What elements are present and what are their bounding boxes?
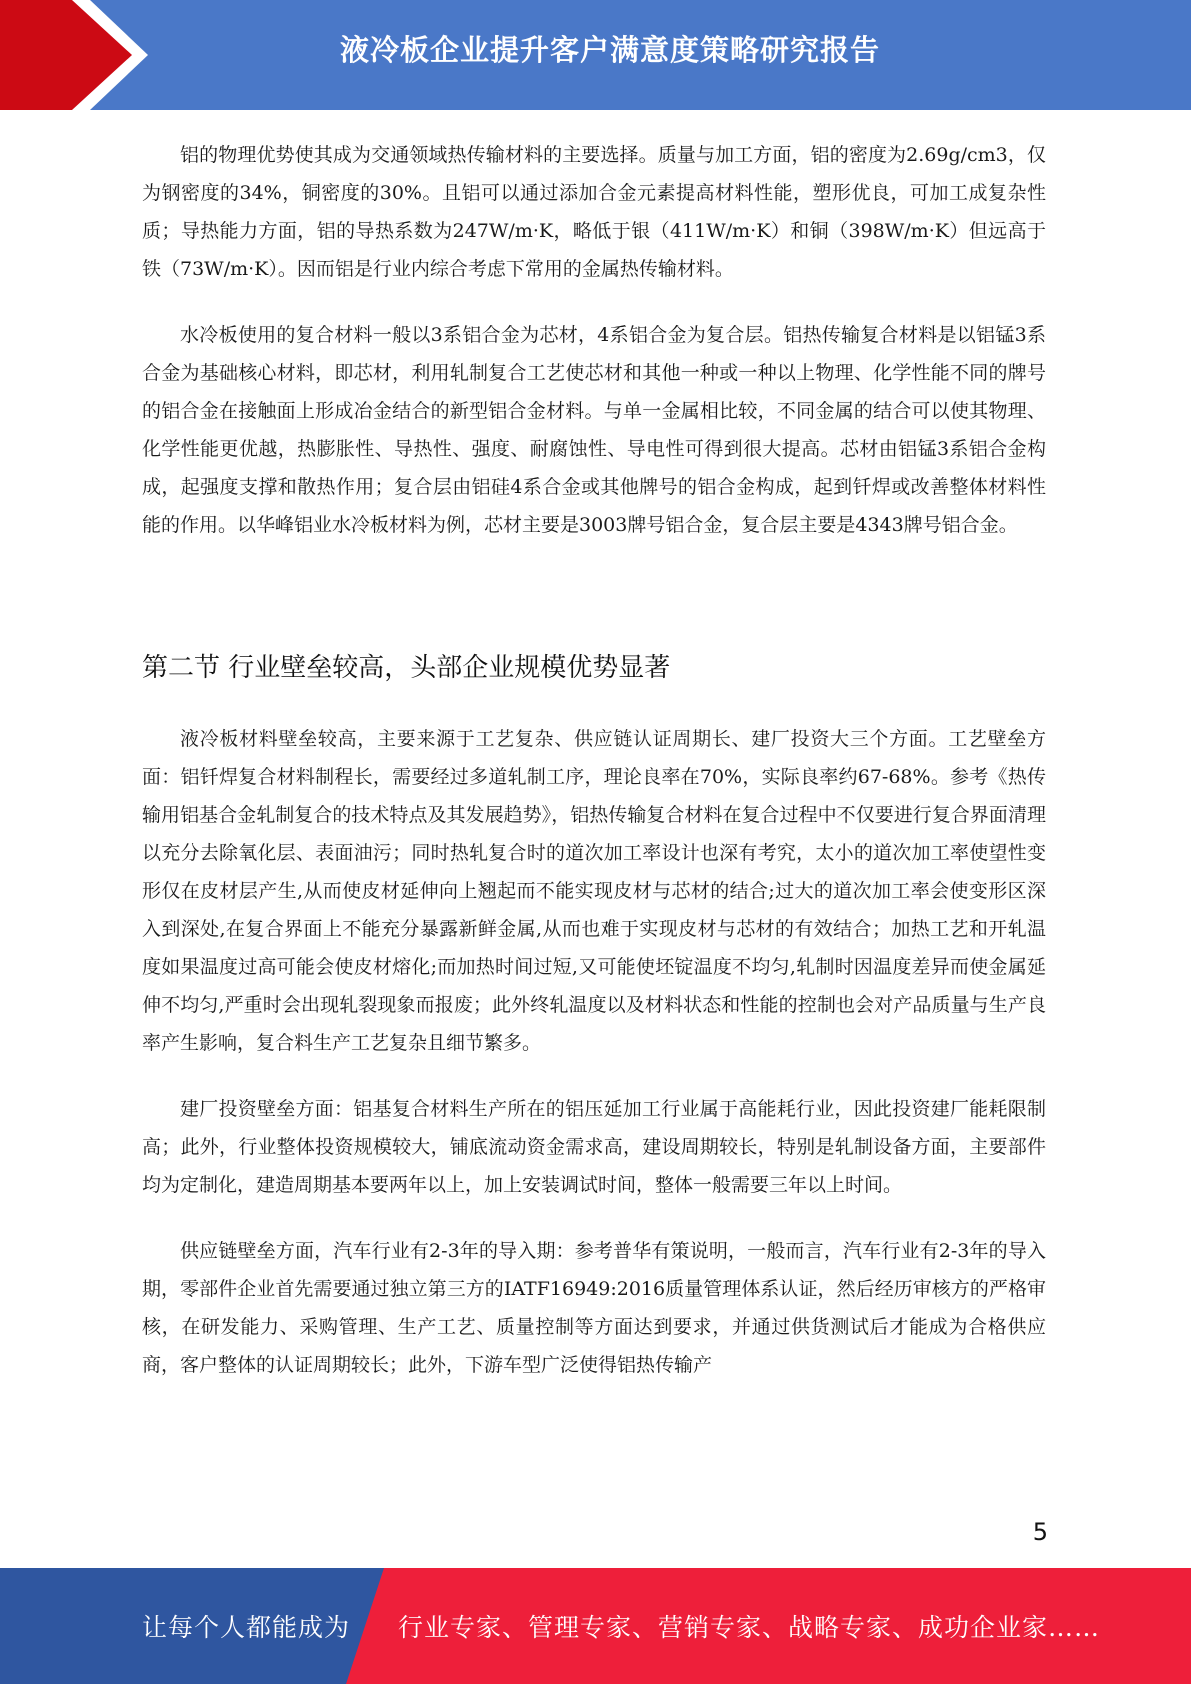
footer-slogan-left: 让每个人都能成为	[142, 1613, 351, 1642]
footer-slogan-right: 行业专家、管理专家、营销专家、战略专家、成功企业家……	[398, 1613, 1101, 1642]
paragraph-supply-chain-barrier: 供应链壁垒方面，汽车行业有2-3年的导入期：参考普华有策说明，一般而言，汽车行业有2-3年的导入期，零部件企业首先需要通过独立第三方的IATF16949:2016质量管理体系认证，然后经历审核方的严格审核，在研发能力、采购管理、生产工艺、质量控制等方面达到要求，并通过供货测试后才能成为合格供应商，客户整体的认证周期较长；此外，下游车型广泛使得铝热传输产	[142, 1240, 1046, 1376]
section-title: 第二节 行业壁垒较高，头部企业规模优势显著	[142, 653, 671, 683]
page-content	[142, 136, 1046, 1384]
footer-banner	[0, 1568, 1191, 1684]
paragraph-process-barrier: 液冷板材料壁垒较高，主要来源于工艺复杂、供应链认证周期长、建厂投资大三个方面。工艺壁垒方面：铝钎焊复合材料制程长，需要经过多道轧制工序，理论良率在70%，实际良率约67-68%。参考《热传输用铝基合金轧制复合的技术特点及其发展趋势》，铝热传输复合材料在复合过程中不仅要进行复合界面清理以充分去除氧化层、表面油污；同时热轧复合时的道次加工率设计也深有考究，太小的道次加工率使望性变形仅在皮材层产生,从而使皮材延伸向上翘起而不能实现皮材与芯材的结合;过大的道次加工率会使变形区深入到深处,在复合界面上不能充分暴露新鲜金属,从而也难于实现皮材与芯材的有效结合；加热工艺和开轧温度如果温度过高可能会使皮材熔化;而加热时间过短,又可能使坯锭温度不均匀,轧制时因温度差异而使金属延伸不均匀,严重时会出现轧裂现象而报废；此外终轧温度以及材料状态和性能的控制也会对产品质量与生产良率产生影响，复合料生产工艺复杂且细节繁多。	[142, 728, 1046, 1054]
paragraph-investment-barrier: 建厂投资壁垒方面：铝基复合材料生产所在的铝压延加工行业属于高能耗行业，因此投资建厂能耗限制高；此外，行业整体投资规模较大，铺底流动资金需求高，建设周期较长，特别是轧制设备方面，主要部件均为定制化，建造周期基本要两年以上，加上安装调试时间，整体一般需要三年以上时间。	[142, 1098, 1046, 1196]
paragraph-composite-material: 水冷板使用的复合材料一般以3系铝合金为芯材，4系铝合金为复合层。铝热传输复合材料是以铝锰3系合金为基础核心材料，即芯材，利用轧制复合工艺使芯材和其他一种或一种以上物理、化学性能不同的牌号的铝合金在接触面上形成冶金结合的新型铝合金材料。与单一金属相比较，不同金属的结合可以使其物理、化学性能更优越，热膨胀性、导热性、强度、耐腐蚀性、导电性可得到很大提高。芯材由铝锰3系铝合金构成，起强度支撑和散热作用；复合层由铝硅4系合金或其他牌号的铝合金构成，起到钎焊或改善整体材料性能的作用。以华峰铝业水冷板材料为例，芯材主要是3003牌号铝合金，复合层主要是4343牌号铝合金。	[142, 324, 1046, 536]
header-banner	[0, 0, 1191, 110]
paragraph-aluminum-properties: 铝的物理优势使其成为交通领域热传输材料的主要选择。质量与加工方面，铝的密度为2.69g/cm3，仅为钢密度的34%，铜密度的30%。且铝可以通过添加合金元素提高材料性能，塑形优良，可加工成复杂性质；导热能力方面，铝的导热系数为247W/m·K，略低于银（411W/m·K）和铜（398W/m·K）但远高于铁（73W/m·K）。因而铝是行业内综合考虑下常用的金属热传输材料。	[142, 144, 1046, 280]
header-arrow-graphic	[0, 0, 160, 110]
page-number: 5	[1032, 1518, 1048, 1546]
report-title: 液冷板企业提升客户满意度策略研究报告	[339, 33, 880, 67]
